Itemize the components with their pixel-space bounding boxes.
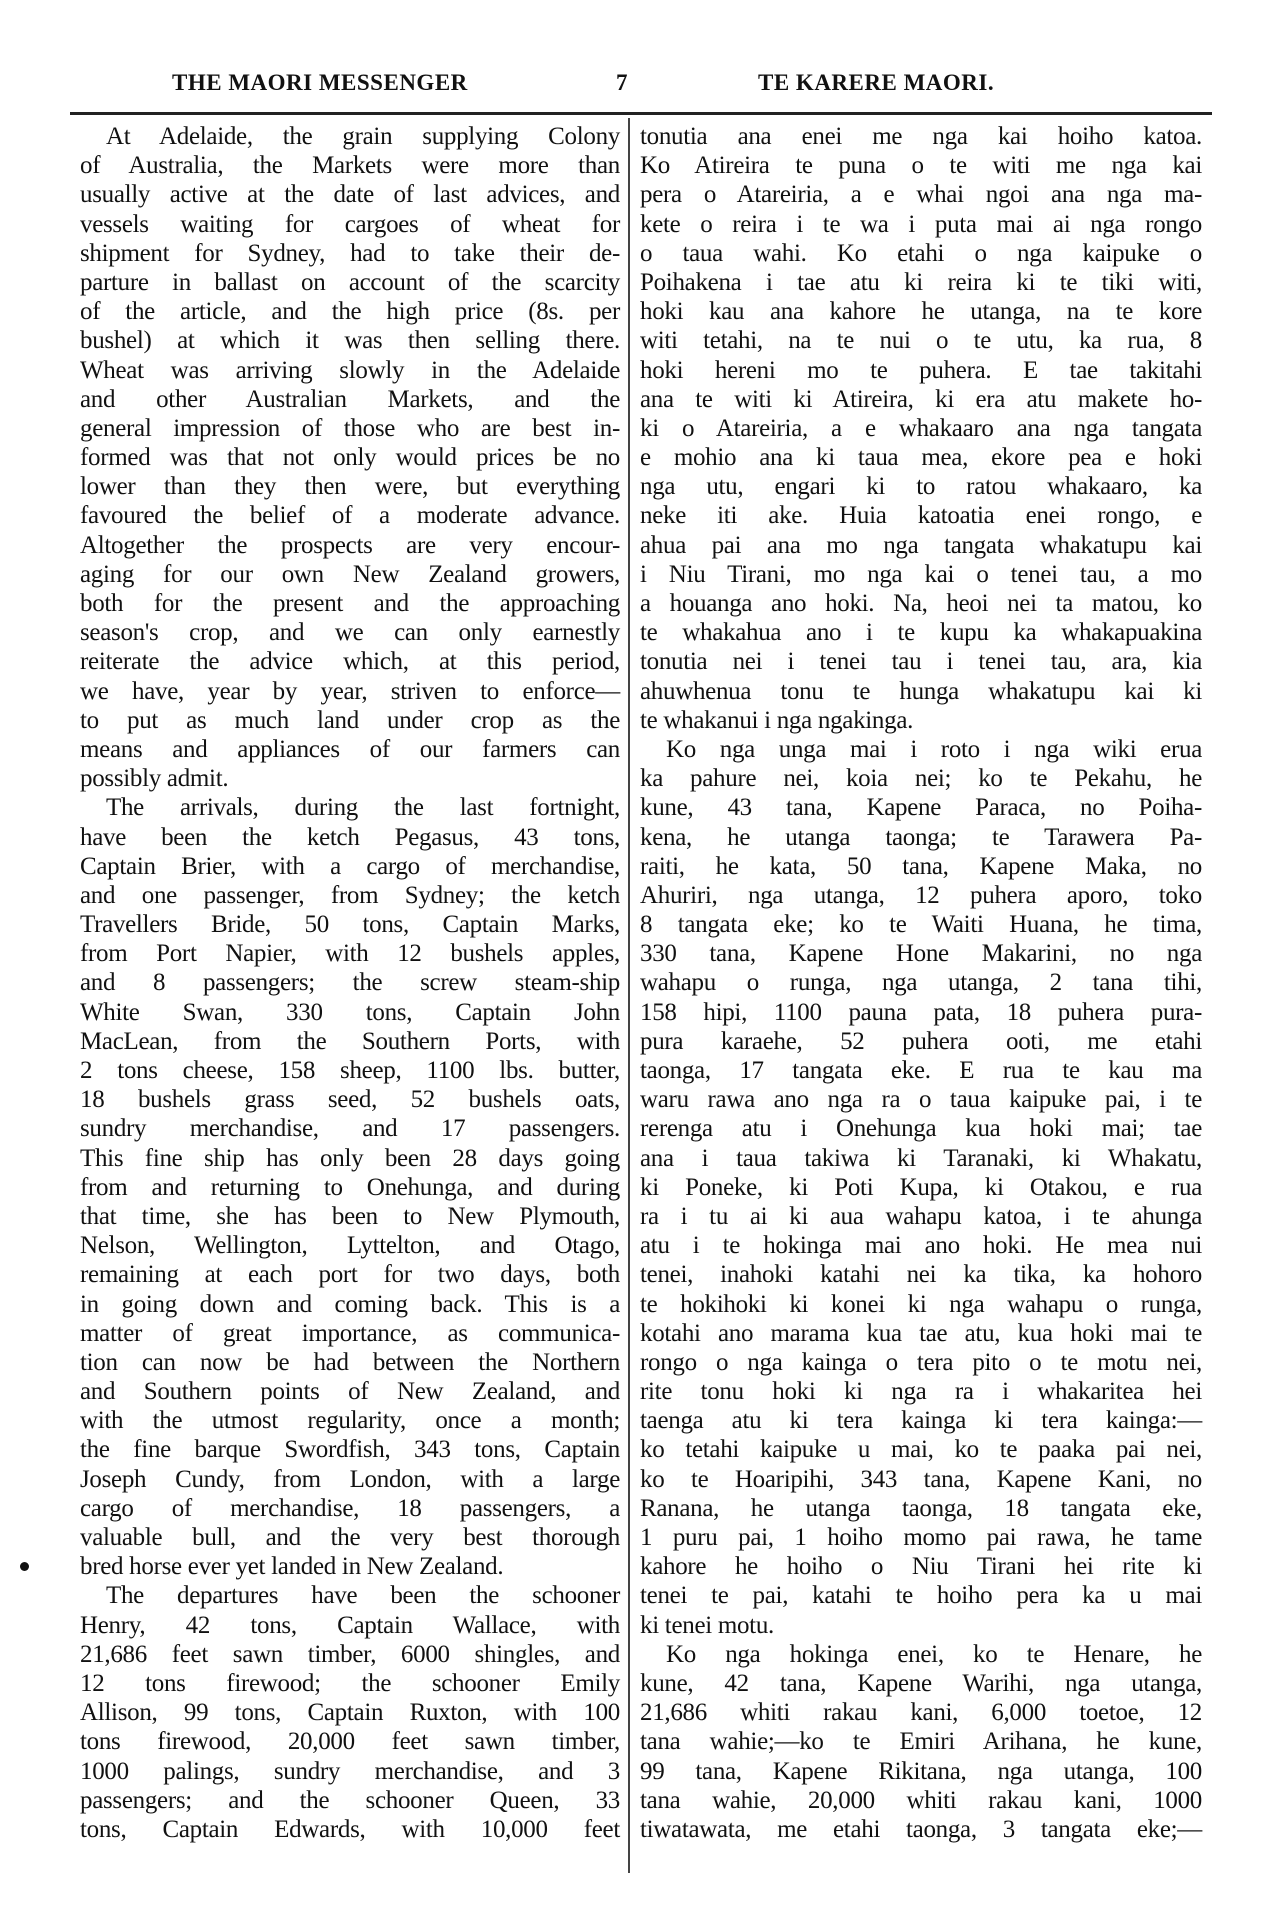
english-text-line: of Australia, the Markets were more than bbox=[80, 152, 620, 180]
maori-text-line: Ahuriri, nga utanga, 12 puhera aporo, toko bbox=[640, 881, 1202, 909]
english-text-line: that time, she has been to New Plymouth, bbox=[80, 1202, 620, 1230]
english-text-line: The arrivals, during the last fortnight, bbox=[106, 794, 620, 822]
maori-text-line: ko tetahi kaipuke u mai, ko te paaka pai nei, bbox=[640, 1436, 1202, 1464]
english-text-line: the fine barque Swordfish, 343 tons, Captain bbox=[80, 1436, 620, 1464]
english-text-line: Henry, 42 tons, Captain Wallace, with bbox=[80, 1611, 620, 1639]
english-text-line: and other Australian Markets, and the bbox=[80, 385, 620, 413]
english-text-line: have been the ketch Pegasus, 43 tons, bbox=[80, 823, 620, 851]
english-text-line: Wheat was arriving slowly in the Adelaide bbox=[80, 356, 620, 384]
maori-text-line: rerenga atu i Onehunga kua hoki mai; tae bbox=[640, 1115, 1202, 1143]
maori-text-line: 21,686 whiti rakau kani, 6,000 toetoe, 12 bbox=[640, 1699, 1202, 1727]
maori-text-line: ki Poneke, ki Poti Kupa, ki Otakou, e rua bbox=[640, 1173, 1202, 1201]
english-text-line: to put as much land under crop as the bbox=[80, 706, 620, 734]
maori-text-line: kotahi ano marama kua tae atu, kua hoki mai te bbox=[640, 1319, 1202, 1347]
maori-text-line: ana i taua takiwa ki Taranaki, ki Whakatu, bbox=[640, 1144, 1202, 1172]
english-text-line: remaining at each port for two days, both bbox=[80, 1261, 620, 1289]
maori-text-line: kete o reira i te wa i puta mai ai nga rongo bbox=[640, 210, 1202, 238]
masthead-english-title: THE MAORI MESSENGER bbox=[172, 70, 468, 95]
english-text-line: White Swan, 330 tons, Captain John bbox=[80, 998, 620, 1026]
margin-dot bbox=[20, 1562, 29, 1571]
maori-text-line: witi tetahi, na te nui o te utu, ka rua, 8 bbox=[640, 327, 1202, 355]
english-text-line: passengers; and the schooner Queen, 33 bbox=[80, 1786, 620, 1814]
english-text-line: parture in ballast on account of the scarcity bbox=[80, 268, 620, 296]
maori-text-line: ra i tu ai ki aua wahapu katoa, i te ahunga bbox=[640, 1202, 1202, 1230]
maori-text-line: tana wahie, 20,000 whiti rakau kani, 1000 bbox=[640, 1786, 1202, 1814]
maori-text-line: pera o Atareiria, a e whai ngoi ana nga ma- bbox=[640, 181, 1202, 209]
english-text-line: At Adelaide, the grain supplying Colony bbox=[106, 123, 620, 150]
english-text-line: This fine ship has only been 28 days going bbox=[80, 1144, 620, 1172]
english-text-line: reiterate the advice which, at this period, bbox=[80, 648, 620, 676]
maori-text-line: tiwatawata, me etahi taonga, 3 tangata eke;— bbox=[640, 1815, 1202, 1843]
english-text-line: bred horse ever yet landed in New Zealand. bbox=[80, 1553, 504, 1581]
english-text-line: 2 tons cheese, 158 sheep, 1100 lbs. butter, bbox=[80, 1057, 620, 1084]
english-text-line: tion can now be had between the Northern bbox=[80, 1348, 620, 1376]
english-column bbox=[80, 122, 620, 1844]
english-text-line: formed was that not only would prices be no bbox=[80, 444, 620, 472]
maori-column bbox=[640, 122, 1202, 1844]
english-text-line: we have, year by year, striven to enforce— bbox=[80, 677, 620, 705]
english-text-line: The departures have been the schooner bbox=[106, 1582, 620, 1610]
maori-text-line: ko te Hoaripihi, 343 tana, Kapene Kani, no bbox=[640, 1465, 1202, 1493]
maori-text-line: 8 tangata eke; ko te Waiti Huana, he tima, bbox=[640, 911, 1202, 939]
english-text-line: Joseph Cundy, from London, with a large bbox=[80, 1465, 620, 1493]
english-text-line: aging for our own New Zealand growers, bbox=[80, 560, 620, 588]
english-text-line: lower than they then were, but everything bbox=[80, 473, 620, 501]
english-text-line: means and appliances of our farmers can bbox=[80, 735, 620, 763]
english-text-line: tons firewood, 20,000 feet sawn timber, bbox=[80, 1728, 620, 1756]
maori-text-line: raiti, he kata, 50 tana, Kapene Maka, no bbox=[640, 852, 1202, 880]
maori-text-line: kahore he hoiho o Niu Tirani hei rite ki bbox=[640, 1553, 1202, 1581]
maori-text-line: ana te witi ki Atireira, ki era atu makete ho- bbox=[640, 385, 1202, 413]
english-text-line: with the utmost regularity, once a month; bbox=[80, 1407, 620, 1435]
english-text-line: cargo of merchandise, 18 passengers, a bbox=[80, 1494, 620, 1522]
english-text-line: Altogether the prospects are very encour- bbox=[80, 531, 620, 559]
maori-text-line: te hokihoki ki konei ki nga wahapu o runga, bbox=[640, 1290, 1202, 1318]
english-text-line: Nelson, Wellington, Lyttelton, and Otago, bbox=[80, 1232, 620, 1260]
english-text-line: season's crop, and we can only earnestly bbox=[80, 619, 620, 647]
english-text-line: and Southern points of New Zealand, and bbox=[80, 1378, 620, 1406]
english-text-line: usually active at the date of last advices, and bbox=[80, 181, 620, 209]
english-text-line: 1000 palings, sundry merchandise, and 3 bbox=[80, 1757, 620, 1785]
masthead-maori-title: TE KARERE MAORI. bbox=[758, 70, 995, 95]
english-text-line: Captain Brier, with a cargo of merchandise, bbox=[80, 852, 620, 880]
english-text-line: favoured the belief of a moderate advance. bbox=[80, 502, 620, 530]
english-text-line: 18 bushels grass seed, 52 bushels oats, bbox=[80, 1086, 620, 1114]
maori-text-line: wahapu o runga, nga utanga, 2 tana tihi, bbox=[640, 969, 1202, 997]
maori-text-line: ahuwhenua tonu te hunga whakatupu kai ki bbox=[640, 677, 1202, 705]
english-text-line: matter of great importance, as communica- bbox=[80, 1319, 620, 1347]
english-text-line: MacLean, from the Southern Ports, with bbox=[80, 1027, 620, 1055]
maori-text-line: pura karaehe, 52 puhera ooti, me etahi bbox=[640, 1027, 1202, 1055]
maori-text-line: te whakanui i nga ngakinga. bbox=[640, 706, 914, 734]
maori-text-line: kune, 42 tana, Kapene Warihi, nga utanga, bbox=[640, 1669, 1202, 1697]
maori-text-line: tonutia nei i tenei tau i tenei tau, ara, kia bbox=[640, 648, 1202, 676]
maori-text-line: ki tenei motu. bbox=[640, 1611, 774, 1639]
english-text-line: Travellers Bride, 50 tons, Captain Marks, bbox=[80, 911, 620, 939]
maori-text-line: taenga atu ki tera kainga ki tera kainga:— bbox=[640, 1407, 1202, 1435]
english-text-line: shipment for Sydney, had to take their de- bbox=[80, 239, 620, 267]
english-text-line: possibly admit. bbox=[80, 765, 229, 793]
english-text-line: from Port Napier, with 12 bushels apples, bbox=[80, 940, 620, 968]
english-text-line: both for the present and the approaching bbox=[80, 590, 620, 617]
maori-text-line: Ko Atireira te puna o te witi me nga kai bbox=[640, 152, 1202, 180]
maori-text-line: e mohio ana ki taua mea, ekore pea e hoki bbox=[640, 444, 1202, 472]
maori-text-line: rongo o nga kainga o tera pito o te motu nei, bbox=[640, 1348, 1202, 1376]
english-text-line: of the article, and the high price (8s. per bbox=[80, 298, 620, 326]
column-divider bbox=[628, 118, 630, 1873]
maori-text-line: taonga, 17 tangata eke. E rua te kau ma bbox=[640, 1057, 1202, 1084]
english-text-line: bushel) at which it was then selling there. bbox=[80, 327, 620, 355]
maori-text-line: neke iti ake. Huia katoatia enei rongo, e bbox=[640, 502, 1202, 530]
maori-text-line: waru rawa ano nga ra o taua kaipuke pai, i te bbox=[640, 1086, 1202, 1114]
maori-text-line: 158 hipi, 1100 pauna pata, 18 puhera pura- bbox=[640, 998, 1202, 1026]
maori-text-line: Ranana, he utanga taonga, 18 tangata eke, bbox=[640, 1494, 1202, 1522]
maori-text-line: kena, he utanga taonga; te Tarawera Pa- bbox=[640, 823, 1202, 851]
maori-text-line: nga utu, engari ki to ratou whakaaro, ka bbox=[640, 473, 1202, 501]
maori-text-line: 99 tana, Kapene Rikitana, nga utanga, 100 bbox=[640, 1757, 1202, 1785]
maori-text-line: kune, 43 tana, Kapene Paraca, no Poiha- bbox=[640, 794, 1202, 822]
english-text-line: vessels waiting for cargoes of wheat for bbox=[80, 210, 620, 238]
english-text-line: general impression of those who are best in- bbox=[80, 414, 620, 442]
maori-text-line: ahua pai ana mo nga tangata whakatupu kai bbox=[640, 531, 1202, 559]
english-text-line: and 8 passengers; the screw steam-ship bbox=[80, 969, 620, 997]
maori-text-line: tenei te pai, katahi te hoiho pera ka u mai bbox=[640, 1582, 1202, 1610]
maori-text-line: Ko nga hokinga enei, ko te Henare, he bbox=[666, 1640, 1202, 1668]
page-number: 7 bbox=[616, 70, 628, 95]
english-text-line: from and returning to Onehunga, and during bbox=[80, 1173, 620, 1201]
english-text-line: 12 tons firewood; the schooner Emily bbox=[80, 1669, 620, 1697]
english-text-line: Allison, 99 tons, Captain Ruxton, with 100 bbox=[80, 1699, 620, 1727]
maori-text-line: Ko nga unga mai i roto i nga wiki erua bbox=[666, 735, 1202, 763]
english-text-line: valuable bull, and the very best thorough bbox=[80, 1524, 620, 1551]
maori-text-line: Poihakena i tae atu ki reira ki te tiki witi, bbox=[640, 268, 1202, 296]
english-text-line: and one passenger, from Sydney; the ketch bbox=[80, 881, 620, 909]
english-text-line: sundry merchandise, and 17 passengers. bbox=[80, 1115, 620, 1143]
english-text-line: tons, Captain Edwards, with 10,000 feet bbox=[80, 1815, 620, 1843]
maori-text-line: tonutia ana enei me nga kai hoiho katoa. bbox=[640, 123, 1202, 150]
maori-text-line: ki o Atareiria, a e whakaaro ana nga tangata bbox=[640, 414, 1202, 442]
maori-text-line: hoki hereni mo te puhera. E tae takitahi bbox=[640, 356, 1202, 384]
maori-text-line: o taua wahi. Ko etahi o nga kaipuke o bbox=[640, 239, 1202, 267]
maori-text-line: a houanga ano hoki. Na, heoi nei ta matou, ko bbox=[640, 590, 1202, 617]
header-rule bbox=[70, 112, 1212, 115]
english-text-line: 21,686 feet sawn timber, 6000 shingles, and bbox=[80, 1640, 620, 1668]
maori-text-line: 330 tana, Kapene Hone Makarini, no nga bbox=[640, 940, 1202, 968]
maori-text-line: atu i te hokinga mai ano hoki. He mea nui bbox=[640, 1232, 1202, 1260]
maori-text-line: rite tonu hoki ki nga ra i whakaritea hei bbox=[640, 1378, 1202, 1406]
maori-text-line: ka pahure nei, koia nei; ko te Pekahu, he bbox=[640, 765, 1202, 793]
maori-text-line: 1 puru pai, 1 hoiho momo pai rawa, he tame bbox=[640, 1524, 1202, 1551]
maori-text-line: tenei, inahoki katahi nei ka tika, ka hohoro bbox=[640, 1261, 1202, 1289]
maori-text-line: tana wahie;—ko te Emiri Arihana, he kune, bbox=[640, 1728, 1202, 1756]
maori-text-line: i Niu Tirani, mo nga kai o tenei tau, a mo bbox=[640, 560, 1202, 588]
english-text-line: in going down and coming back. This is a bbox=[80, 1290, 620, 1318]
maori-text-line: hoki kau ana kahore he utanga, na te kore bbox=[640, 298, 1202, 326]
maori-text-line: te whakahua ano i te kupu ka whakapuakina bbox=[640, 619, 1202, 647]
